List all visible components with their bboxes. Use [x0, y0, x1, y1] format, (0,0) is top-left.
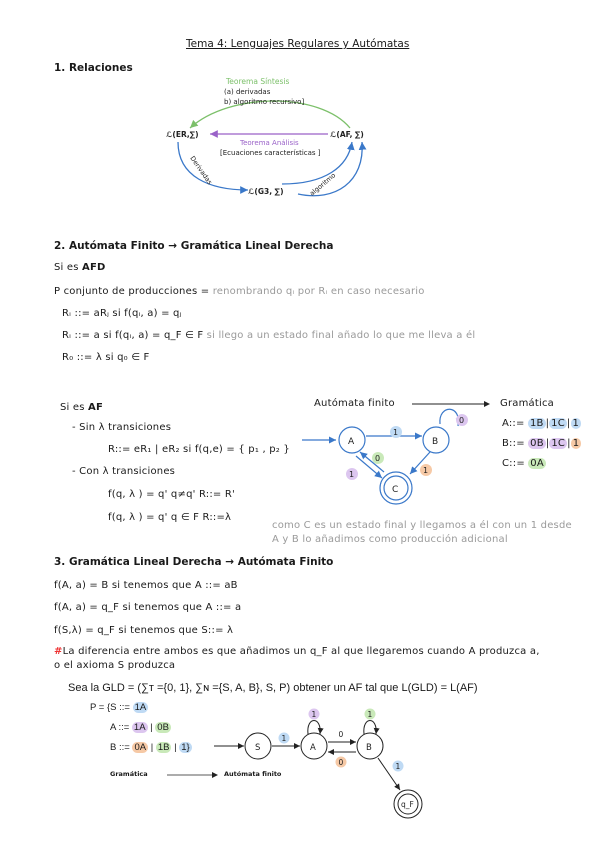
svg-text:B: B [432, 437, 439, 447]
svg-text:q_F: q_F [401, 800, 414, 809]
af-label: Autómata finito [224, 770, 282, 778]
label-ac: 1 [349, 470, 355, 479]
loop-a [308, 721, 320, 735]
difference-line-1: #La diferencia entre ambos es que añadimos un q_F al que llegaremos cuando A produzca a, [54, 646, 540, 657]
gld-rule-1: f(A, a) = B si tenemos que A ::= aB [54, 580, 238, 591]
l-er: ℒ(ER,∑) [166, 130, 199, 139]
con-lambda-rule-1: f(q, λ ) = q' q≠q' R::= R' [108, 489, 235, 500]
section-1-heading: 1. Relaciones [54, 62, 133, 74]
label-bb: 0 [459, 416, 465, 425]
con-lambda: - Con λ transiciones [72, 466, 176, 477]
grammar-b: B::= 0B | 1C | 1 [502, 438, 580, 449]
label-bc: 1 [423, 466, 429, 475]
section-3-heading: 3. Gramática Lineal Derecha → Autómata Finito [54, 556, 334, 568]
sintesis-a: (a) derivadas [224, 88, 271, 96]
rule-2: Rᵢ ::= a si f(qᵢ, a) = q_F ∈ F si llego a un estado final añado lo que me lleva a él [62, 330, 476, 341]
page-title: Tema 4: Lenguajes Regulares y Autómatas [186, 38, 410, 50]
relations-diagram [160, 72, 400, 212]
automaton-1 [300, 396, 500, 516]
productions-line: P conjunto de producciones = renombrando qᵢ por Rᵢ en caso necesario [54, 286, 425, 297]
svg-text:A: A [310, 743, 316, 753]
automaton-2 [210, 704, 440, 824]
algoritmo-label: algoritmo [308, 171, 338, 198]
si-es-af: Si es AF [60, 402, 104, 413]
sin-lambda-rule: R::= eR₁ | eR₂ si f(q,e) = { p₁ , p₂ } [108, 444, 290, 455]
svg-text:C: C [392, 485, 399, 495]
label-ba2: 0 [338, 758, 344, 767]
svg-text:S: S [255, 743, 261, 753]
derivadas-label: Derivadas [188, 154, 214, 187]
grammar-a: A::= 1B | 1C | 1 [502, 418, 580, 429]
loop-b2 [364, 721, 376, 735]
si-es-afd: Si es AFD [54, 262, 106, 273]
loop-b [440, 409, 459, 426]
rule-1: Rᵢ ::= aRⱼ si f(qᵢ, a) = qⱼ [62, 308, 182, 319]
gld-rule-3: f(S,λ) = q_F si tenemos que S::= λ [54, 625, 234, 636]
svg-text:A: A [348, 437, 355, 447]
label-bb2: 1 [367, 710, 373, 719]
analisis-label: Teorema Análisis [240, 139, 299, 147]
automata-label: Autómata finito [314, 398, 395, 409]
label-ab: 1 [393, 428, 399, 437]
sintesis-b: b) algoritmo recursivo] [224, 98, 305, 106]
example-p-a: A ::= 1A | 0B [110, 722, 169, 733]
gld-rule-2: f(A, a) = q_F si tenemos que A ::= a [54, 602, 242, 613]
label-sa: 1 [281, 734, 287, 743]
difference-line-2: o el axioma S produzca [54, 660, 176, 671]
example-p-b: B ::= 0A | 1B | 1} [110, 742, 190, 753]
section-2-heading: 2. Autómata Finito → Gramática Lineal Derecha [54, 240, 334, 252]
l-af: ℒ(AF, ∑) [330, 130, 364, 139]
rule-3: R₀ ::= λ si q₀ ∈ F [62, 352, 150, 363]
label-bqf: 1 [395, 762, 401, 771]
con-lambda-rule-2: f(q, λ ) = q' q ∈ F R::=λ [108, 512, 232, 523]
example-p-s: P = {S ::= 1A [90, 702, 147, 713]
sin-lambda: - Sin λ transiciones [72, 422, 172, 433]
gramatica-label: Gramática [500, 398, 554, 409]
svg-text:B: B [366, 743, 372, 753]
note-line-2: A y B lo añadimos como producción adicional [272, 534, 508, 545]
label-ca: 0 [375, 454, 381, 463]
grammar-c: C::= 0A [502, 458, 544, 469]
label-ab2: 0 [338, 730, 344, 739]
example-statement: Sea la GLD = (∑ᴛ ={0, 1}, ∑ɴ ={S, A, B}, S, P) obtener un AF tal que L(GLD) = L(AF) [68, 682, 478, 694]
label-aa: 1 [311, 710, 317, 719]
l-g3: ℒ(G3, ∑) [248, 187, 284, 196]
ecuaciones-label: [Ecuaciones características ] [220, 149, 321, 157]
note-line-1: como C es un estado final y llegamos a él con un 1 desde [272, 520, 572, 531]
sintesis-label: Teorema Síntesis [226, 77, 290, 86]
gram-label: Gramática [110, 770, 148, 778]
